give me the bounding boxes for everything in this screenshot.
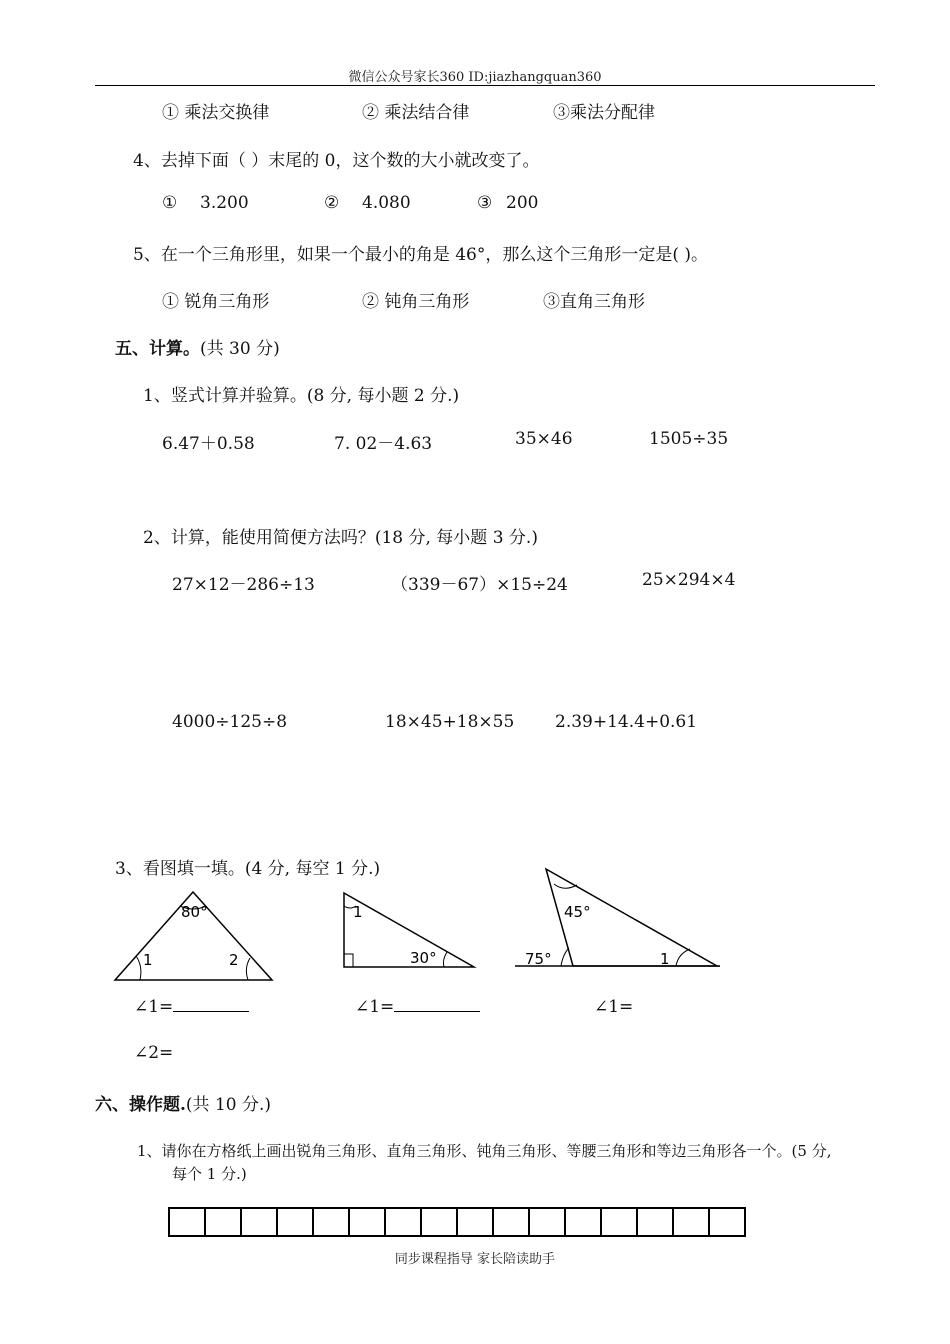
section5-heading [115,334,280,359]
grid-cell[interactable] [638,1209,674,1235]
q4-option-b-value: 4.080 [362,193,411,213]
s6-p1-line1: 1、请你在方格纸上画出锐角三角形、直角三角形、钝角三角形、等腰三角形和等边三角形各一个。(5 分, [137,1142,832,1160]
s5-p2-item-4: 4000÷125÷8 [172,712,288,732]
answer-fig3-angle1: ∠1= [594,997,634,1017]
triangle-1 [115,892,272,980]
answer-fig2-angle1-blank[interactable] [394,997,480,1012]
grid-cell[interactable] [278,1209,314,1235]
s5-p2-item-6: 2.39+14.4+0.61 [555,712,698,732]
section5-title: 五、计算。 [115,339,200,359]
grid-paper[interactable] [168,1207,746,1237]
answer-fig1-angle1-blank[interactable] [173,997,249,1012]
s5-p1-item-3: 35×46 [515,429,573,449]
fig1-right-label: 2 [229,951,239,969]
s5-p2-item-2: （339－67）×15÷24 [391,575,568,595]
q5-option-c: ③直角三角形 [543,292,645,312]
s5-p1-title: 1、竖式计算并验算。(8 分, 每小题 2 分.) [143,386,460,406]
s5-p1-item-2: 7. 02－4.63 [334,434,433,454]
section6-title: 六、操作题. [95,1095,186,1115]
fig3-top-angle: 45° [564,903,591,921]
grid-cell[interactable] [530,1209,566,1235]
grid-cell[interactable] [314,1209,350,1235]
q4-stem: 4、去掉下面（ ）末尾的 0，这个数的大小就改变了。 [133,151,540,171]
section5-score: (共 30 分) [200,339,280,359]
grid-cell[interactable] [710,1209,744,1235]
triangle-2 [344,893,474,967]
s5-p2-item-3: 25×294×4 [642,570,736,590]
q4-option-b-num: ② [324,193,340,213]
s5-p3-title: 3、看图填一填。(4 分, 每空 1 分.) [115,859,381,879]
grid-cell[interactable] [386,1209,422,1235]
answer-fig1-angle1 [134,997,249,1017]
triangle-figures [0,860,950,1000]
fig1-top-angle: 80° [181,903,208,921]
triangle-3 [515,869,720,968]
fig1-left-label: 1 [143,951,153,969]
s5-p1-item-4: 1505÷35 [649,429,729,449]
page-footer: 同步课程指导 家长陪读助手 [394,1252,556,1267]
fig2-angle: 30° [410,949,437,967]
s5-p2-item-1: 27×12－286÷13 [172,575,315,595]
fig3-ext-angle: 75° [525,950,552,968]
grid-cell[interactable] [170,1209,206,1235]
answer-fig1-angle2: ∠2= [134,1043,174,1063]
answer-fig1-angle1-label: ∠1= [134,997,174,1017]
grid-cell[interactable] [206,1209,242,1235]
s5-p1-item-1: 6.47＋0.58 [162,434,255,454]
grid-cell[interactable] [602,1209,638,1235]
grid-cell[interactable] [494,1209,530,1235]
s5-p2-title: 2、计算，能使用简便方法吗？(18 分, 每小题 3 分.) [143,528,538,548]
option-distributive: ③乘法分配律 [553,103,655,123]
q4-option-a-value: 3.200 [200,193,249,213]
grid-cell[interactable] [422,1209,458,1235]
grid-cell[interactable] [350,1209,386,1235]
grid-cell[interactable] [566,1209,602,1235]
section6-heading [95,1090,271,1115]
q4-option-c-value: 200 [506,193,539,213]
page-header: 微信公众号家长360 ID:jiazhangquan360 [348,70,602,85]
fig3-label: 1 [660,950,670,968]
grid-cell[interactable] [242,1209,278,1235]
q5-option-a: ① 锐角三角形 [162,292,270,312]
q5-stem: 5、在一个三角形里，如果一个最小的角是 46°，那么这个三角形一定是( )。 [133,245,709,265]
grid-cell[interactable] [674,1209,710,1235]
answer-fig2-angle1-label: ∠1= [355,997,395,1017]
s6-p1-line2: 每个 1 分.) [172,1165,247,1183]
s5-p2-item-5: 18×45+18×55 [385,712,515,732]
header-rule [95,85,875,86]
q4-option-a-num: ① [162,193,178,213]
answer-fig2-angle1 [355,997,480,1017]
grid-cell[interactable] [458,1209,494,1235]
q4-option-c-num: ③ [477,193,493,213]
q5-option-b: ② 钝角三角形 [362,292,470,312]
section6-score: (共 10 分.) [185,1095,272,1115]
option-associative: ② 乘法结合律 [362,103,470,123]
option-commutative: ① 乘法交换律 [162,103,270,123]
fig2-top-label: 1 [353,903,363,921]
